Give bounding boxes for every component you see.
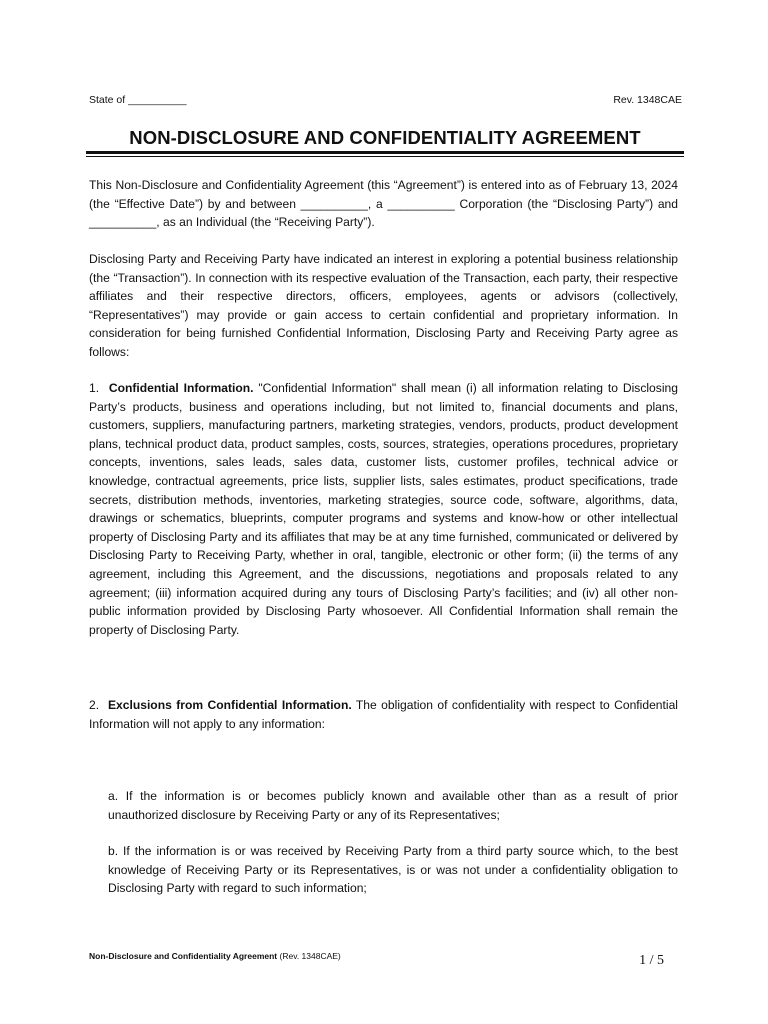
section-2-body: The obligation of confidentiality with respect to Confidential Information will not apply to any information:	[89, 698, 678, 731]
footer-doc-title: Non-Disclosure and Confidentiality Agreement	[89, 951, 278, 961]
document-title: NON-DISCLOSURE AND CONFIDENTIALITY AGREEMENT	[129, 127, 641, 148]
section-2-number: 2.	[89, 698, 100, 712]
page-number: 1 / 5	[639, 953, 664, 968]
revision-label: Rev. 1348CAE	[613, 94, 682, 106]
footer-label	[89, 951, 341, 961]
title-rule-thin	[86, 156, 684, 157]
intro-paragraph: This Non-Disclosure and Confidentiality Agreement (this “Agreement”) is entered into as of February 13, 2024 (the “Effective Date”) by and between __________, a __________ Corporation (the “Disclosing Party”) and __________, as an Individual (the “Receiving Party”).	[89, 178, 678, 230]
transaction-paragraph: Disclosing Party and Receiving Party have indicated an interest in exploring a potential business relationship (the “Transaction”). In connection with its respective evaluation of the Transaction, each party, their respective affiliates and their respective directors, officers, employees, agents or advisors (collectively, “Representatives”) may provide or gain access to certain confidential and proprietary information. In consideration for being furnished Confidential Information, Disclosing Party and Receiving Party agree as follows:	[89, 252, 678, 359]
state-label: State of __________	[89, 94, 187, 106]
exclusion-item-a: a. If the information is or becomes publicly known and available other than as a result of prior unauthorized disclosure by Receiving Party or any of its Representatives;	[108, 789, 678, 822]
section-1-body: "Confidential Information" shall mean (i) all information relating to Disclosing Party’s products, business and operations including, but not limited to, financial documents and plans, customers, suppliers, manufacturing partners, marketing strategies, vendors, products, product development plans, technical product data, product samples, costs, sources, strategies, operations procedures, proprietary concepts, inventions, sales leads, sales data, customer lists, customer profiles, technical advice or knowledge, contractual agreements, price lists, supplier lists, sales estimates, product specifications, trade secrets, distribution methods, inventories, marketing strategies, source code, software, algorithms, data, drawings or schematics, blueprints, computer programs and systems and know-how or other intellectual property of Disclosing Party and its affiliates that may be at any time furnished, communicated or delivered by Disclosing Party to Receiving Party, whether in oral, tangible, electronic or other form; (ii) the terms of any agreement, including this Agreement, and the discussions, negotiations and proposals related to any agreement; (iii) information acquired during any tours of Disclosing Party’s facilities; and (iv) all other non-public information provided by Disclosing Party whosoever. All Confidential Information shall remain the property of Disclosing Party.	[89, 381, 678, 637]
exclusion-item-b: b. If the information is or was received by Receiving Party from a third party source which, to the best knowledge of Receiving Party or its Representatives, is or was not under a confidentiality obligation to Disclosing Party with regard to such information;	[108, 844, 678, 896]
footer-revision: (Rev. 1348CAE)	[279, 951, 341, 961]
section-2-heading: Exclusions from Confidential Information.	[107, 698, 352, 712]
section-2-paragraph	[89, 696, 678, 733]
section-1-paragraph	[89, 379, 678, 639]
title-rule-thick	[86, 151, 684, 154]
section-1-number: 1.	[89, 381, 100, 395]
section-1-heading: Confidential Information.	[108, 381, 254, 395]
